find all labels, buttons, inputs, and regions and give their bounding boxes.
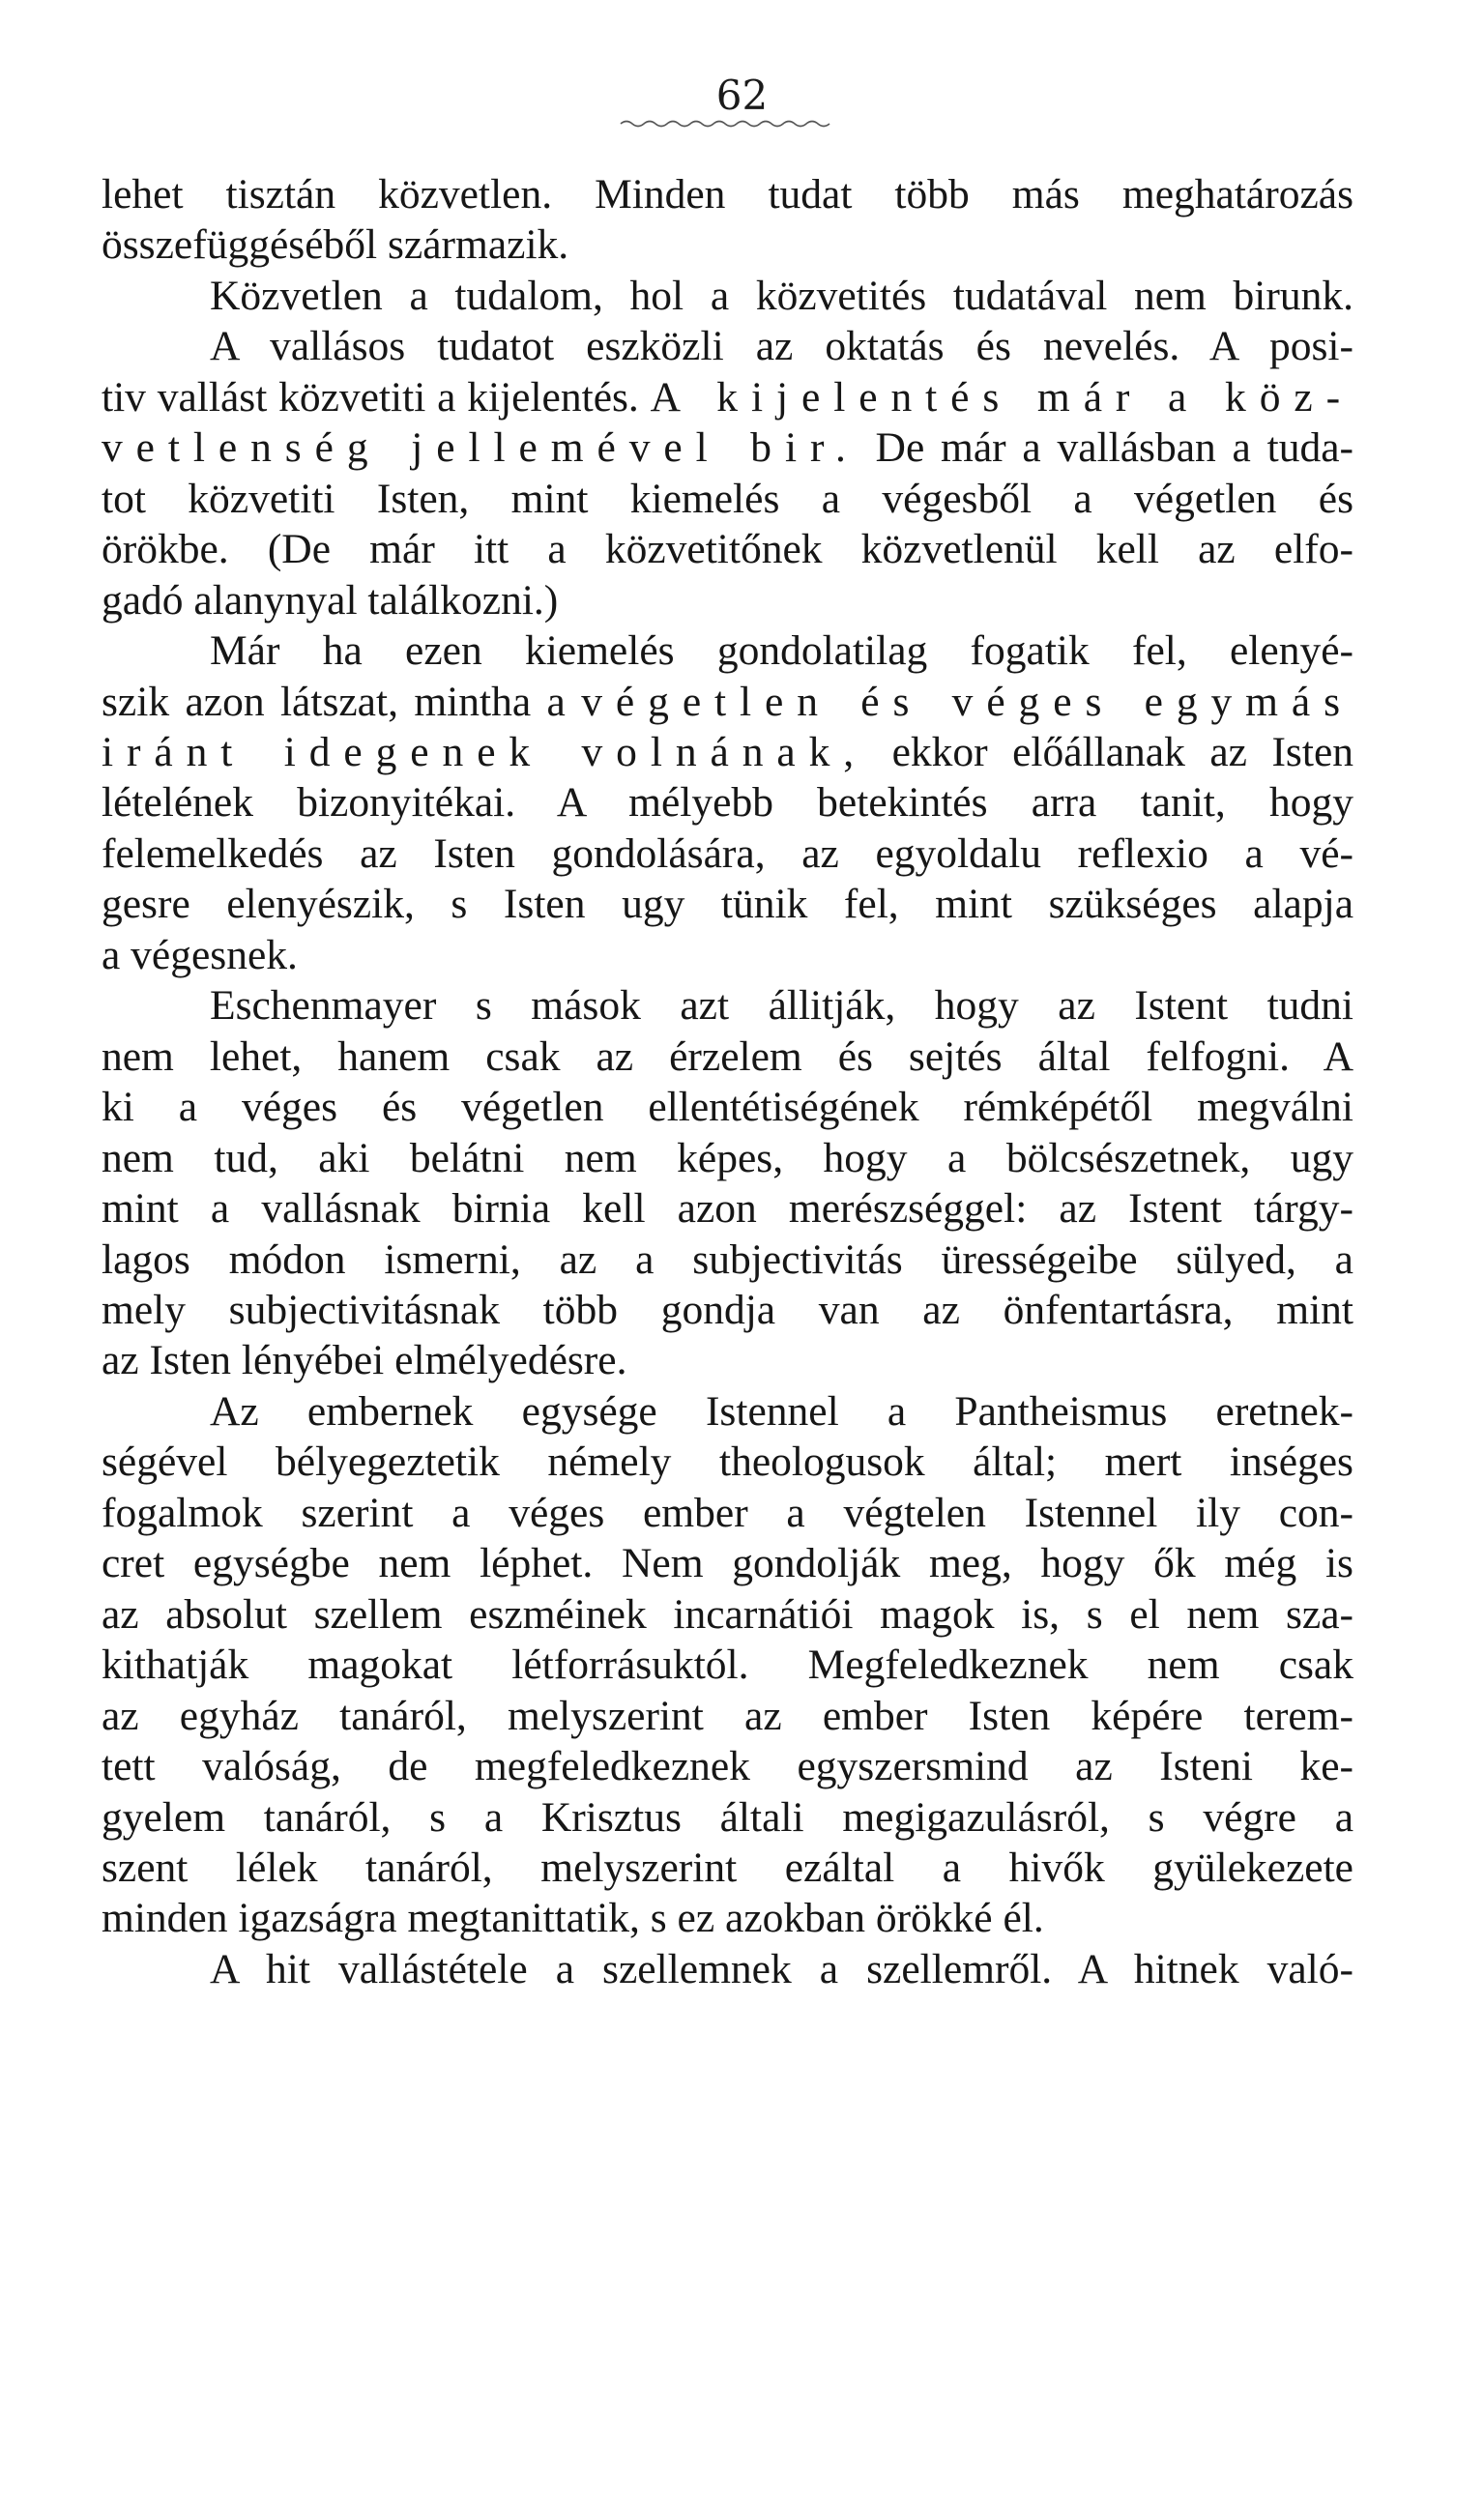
text-line: az absolut szellem eszméinek incarnátiói magok is, s el nem sza- <box>102 1590 1353 1638</box>
header-ornament <box>619 118 836 130</box>
text-line: gyelem tanáról, s a Krisztus általi megigazulásról, s végre a <box>102 1793 1353 1841</box>
text-line: fogalmok szerint a véges ember a végtelen Istennel ily con- <box>102 1489 1353 1536</box>
text-line: Már ha ezen kiemelés gondolatilag fogatik fel, elenyé- <box>210 627 1353 675</box>
text-line: gesre elenyészik, s Isten ugy tünik fel, mint szükséges alapja <box>102 881 1353 928</box>
text-line: örökbe. (De már itt a közvetitőnek közvetlenül kell az elfo- <box>102 526 1353 573</box>
text-line: ségével bélyegeztetik némely theologusok által; mert inséges <box>102 1438 1353 1486</box>
text-line: gadó alanynyal találkozni.) <box>102 576 559 624</box>
text-line: mint a vallásnak birnia kell azon merészséggel: az Istent tárgy- <box>102 1185 1353 1233</box>
text-line: az Isten lényébei elmélyedésre. <box>102 1337 627 1384</box>
text-line: szent lélek tanáról, melyszerint ezáltal a hivők gyülekezete <box>102 1844 1353 1891</box>
spaced-emphasis: A kijelentés már a köz- <box>650 373 1353 421</box>
text-line: felemelkedés az Isten gondolására, az egyoldalu reflexio a vé- <box>102 829 1353 877</box>
text-line: összefüggéséből származik. <box>102 221 569 269</box>
text-line: minden igazságra megtanittatik, s ez azokban örökké él. <box>102 1895 1044 1942</box>
text-line: nem lehet, hanem csak az érzelem és sejtés által felfogni. A <box>102 1032 1353 1080</box>
text-line: lehet tisztán közvetlen. Minden tudat több más meghatározás <box>102 171 1353 218</box>
page-number: 62 <box>715 72 769 119</box>
text-line: tot közvetiti Isten, mint kiemelés a végesből a végetlen és <box>102 475 1353 522</box>
text-line: cret egységbe nem léphet. Nem gondolják meg, hogy ők még is <box>102 1540 1353 1587</box>
text-line: Eschenmayer s mások azt állitják, hogy az Istent tudni <box>210 982 1353 1030</box>
text-line: szik azon látszat, mintha a végetlen és véges egymás <box>102 678 1353 725</box>
text-line: az egyház tanáról, melyszerint az ember Isten képére terem- <box>102 1692 1353 1739</box>
text-line: vetlenség jellemével bir. De már a vallásban a tuda- <box>102 424 1353 472</box>
spaced-emphasis: végetlen és véges egymás <box>581 678 1353 725</box>
text-line: kithatják magokat létforrásuktól. Megfeledkeznek nem csak <box>102 1642 1353 1689</box>
spaced-emphasis: vetlenség jellemével bir. <box>102 424 859 472</box>
text-line: A vallásos tudatot eszközli az oktatás és nevelés. A posi- <box>210 323 1353 370</box>
text-line: a végesnek. <box>102 931 298 978</box>
text-line: Közvetlen a tudalom, hol a közvetités tudatával nem birunk. <box>210 272 1353 319</box>
text-line: mely subjectivitásnak több gondja van az önfentartásra, mint <box>102 1286 1353 1333</box>
text-line: nem tud, aki belátni nem képes, hogy a bölcsészetnek, ugy <box>102 1134 1353 1181</box>
text-line: lételének bizonyitékai. A mélyebb betekintés arra tanit, hogy <box>102 779 1353 827</box>
text-line: A hit vallástétele a szellemnek a szellemről. A hitnek való- <box>210 1945 1353 1992</box>
text-line: tiv vallást közvetiti a kijelentés. A kijelentés már a köz- <box>102 373 1353 421</box>
body-text <box>102 169 1353 1994</box>
spaced-emphasis: iránt idegenek volnának, <box>102 728 868 775</box>
text-line: Az embernek egysége Istennel a Pantheismus eretnek- <box>210 1387 1353 1435</box>
text-line: lagos módon ismerni, az a subjectivitás ürességeibe sülyed, a <box>102 1235 1353 1283</box>
text-line: tett valóság, de megfeledkeznek egyszersmind az Isteni ke- <box>102 1743 1353 1790</box>
text-line: iránt idegenek volnának, ekkor előállanak az Isten <box>102 728 1353 775</box>
text-line: ki a véges és végetlen ellentétiségének rémképétől megválni <box>102 1084 1353 1131</box>
